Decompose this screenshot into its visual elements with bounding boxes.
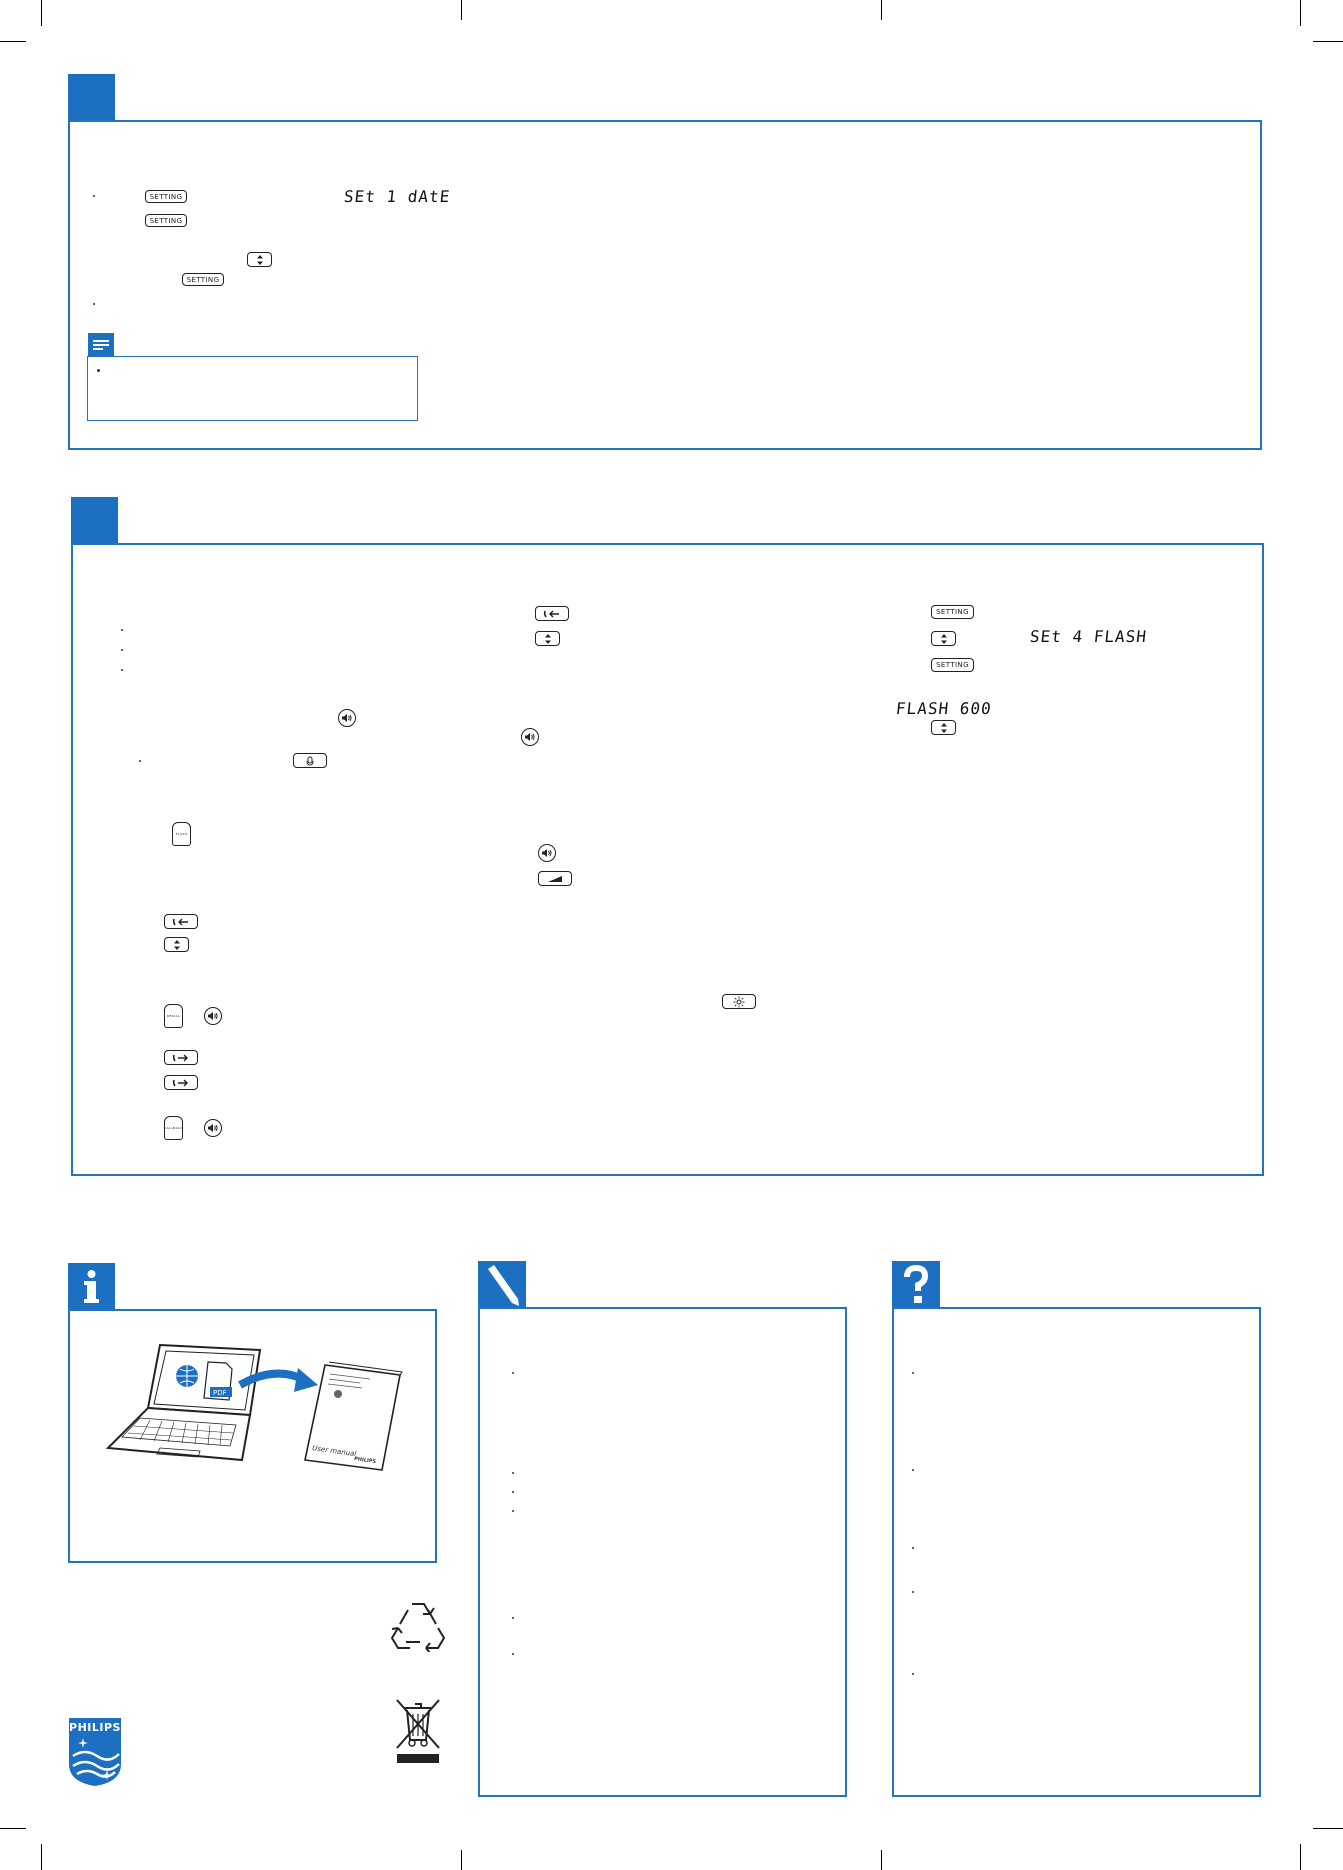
info-icon [68,1263,115,1311]
section-tab-calls [71,497,118,545]
speaker-key [204,1119,222,1137]
speaker-icon [207,1011,219,1021]
bullet [512,1491,514,1493]
bullet [512,1617,514,1619]
faq-panel [892,1307,1261,1797]
philips-logo-text: PHILIPS [69,1721,121,1734]
speaker-icon [341,713,353,723]
bullet [512,1472,514,1474]
maintenance-panel [478,1307,847,1797]
crop-mark [0,41,26,42]
setting-key: SETTING [182,273,224,286]
bullet [512,1372,514,1374]
bullet [93,195,95,197]
nav-key [931,720,956,735]
speaker-icon [207,1123,219,1133]
speaker-key [204,1007,222,1025]
manual-brand: PHILIPS [353,1456,377,1466]
faq-tab [892,1261,940,1309]
up-down-arrow-icon [939,633,949,645]
nav-key [164,937,189,952]
outgoing-call-icon [172,1053,190,1063]
incoming-call-icon [543,609,561,619]
setting-key: SETTING [145,214,187,227]
info-tab [68,1263,115,1311]
setting-key: SETTING [931,605,974,619]
call-log-key [164,914,198,929]
bullet [912,1372,914,1374]
outgoing-call-icon [172,1078,190,1088]
recycle-icon [390,1598,446,1652]
question-icon [892,1261,940,1309]
flash-key: FLASH [172,822,191,846]
bullet [121,629,123,631]
incoming-call-icon [172,917,190,927]
crop-mark [1300,0,1301,26]
bullet [912,1673,914,1675]
up-down-arrow-icon [543,633,553,645]
speaker-key [521,728,539,746]
sun-icon [733,996,745,1008]
speaker-key [538,844,556,862]
redial-key: REDIAL [164,1004,183,1028]
volume-key [538,871,572,886]
up-down-arrow-icon [172,939,182,951]
bullet [512,1510,514,1512]
bullet [93,303,95,305]
bullet [912,1591,914,1593]
crop-mark [41,0,42,26]
setting-key: SETTING [931,658,974,672]
up-down-arrow-icon [939,722,949,734]
bullet [139,760,141,762]
nav-key [535,631,560,646]
note-icon [88,333,114,357]
crop-mark [461,1850,462,1870]
lcd-flash-value: FLASH 600 [895,699,993,718]
crop-mark [881,0,882,20]
hold-key [293,753,327,768]
bullet [121,649,123,651]
maintenance-tab [478,1261,526,1309]
call-log-key [535,606,569,621]
backlight-key [722,994,756,1009]
note-box [87,356,418,421]
up-down-arrow-icon [255,254,265,266]
bullet [97,369,100,372]
crop-mark [1313,1828,1343,1829]
pdf-label: PDF [213,1389,227,1397]
crop-mark [0,1828,26,1829]
crop-mark [881,1850,882,1870]
philips-logo [67,1716,123,1788]
nav-key [247,252,272,267]
section-tab-date [68,74,115,122]
speaker-icon [524,732,536,742]
volume-ramp-icon [546,875,564,883]
bullet [512,1653,514,1655]
nav-key [931,631,956,646]
manual-title: User manual [311,1444,357,1459]
crop-mark [1313,41,1343,42]
crop-mark [461,0,462,20]
pencil-icon [478,1261,526,1309]
bullet [912,1469,914,1471]
weee-bin-icon [393,1696,443,1766]
crop-mark [1300,1844,1301,1870]
speaker-key [338,709,356,727]
setting-key: SETTING [145,190,187,203]
download-manual-illustration [100,1340,410,1480]
lcd-set-flash: SEt 4 FLASH [1029,627,1148,646]
speaker-icon [541,848,553,858]
mute-icon [305,756,315,766]
crop-mark [41,1844,42,1870]
lcd-set-date: SEt 1 dAtE [343,187,452,206]
outgoing-call-key [164,1075,198,1090]
bullet [121,669,123,671]
callback-key: CALLBACK [164,1116,183,1140]
bullet [912,1547,914,1549]
outgoing-call-key [164,1050,198,1065]
